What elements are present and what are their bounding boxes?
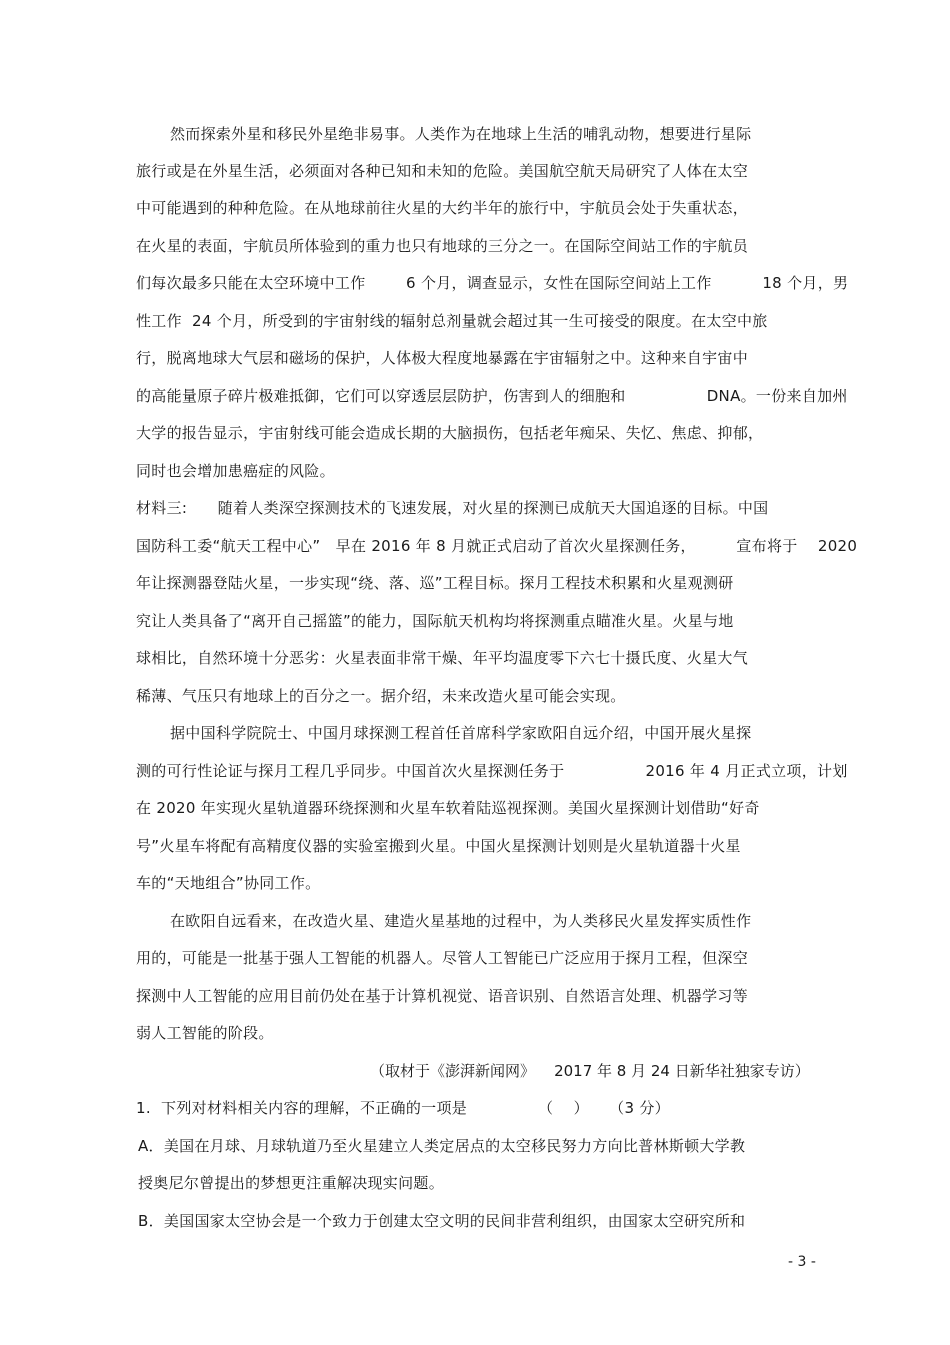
paragraph-line: 球相比，自然环境十分恶劣：火星表面非常干燥、年平均温度零下六七十摄氏度、火星大气 [136,649,749,667]
option-a-line: A．美国在月球、月球轨道乃至火星建立人类定居点的太空移民努力方向比普林斯顿大学教 [138,1137,746,1155]
paragraph-line: 弱人工智能的阶段。 [136,1024,274,1042]
paragraph-line: 测的可行性论证与探月工程几乎同步。中国首次火星探测任务于 2016 年 4 月正式立项，计划 [136,762,848,780]
paragraph-line: 在 2020 年实现火星轨道器环绕探测和火星车软着陆巡视探测。美国火星探测计划借助“好奇 [136,799,760,817]
paragraph-line: 在欧阳自远看来，在改造火星、建造火星基地的过程中，为人类移民火星发挥实质性作 [170,912,752,930]
paragraph-line: 稀薄、气压只有地球上的百分之一。据介绍，未来改造火星可能会实现。 [136,687,626,705]
paragraph-line: 同时也会增加患癌症的风险。 [136,462,335,480]
paragraph-line: 在火星的表面，宇航员所体验到的重力也只有地球的三分之一。在国际空间站工作的宇航员 [136,237,749,255]
paragraph-line: 据中国科学院院士、中国月球探测工程首任首席科学家欧阳自远介绍，中国开展火星探 [170,724,752,742]
paragraph-line: 究让人类具备了“离开自己摇篮”的能力，国际航天机构均将探测重点瞄准火星。火星与地 [136,612,734,630]
paragraph-line: 车的“天地组合”协同工作。 [136,874,321,892]
paragraph-line: 大学的报告显示，宇宙射线可能会造成长期的大脑损伤，包括老年痴呆、失忆、焦虑、抑郁， [136,424,764,442]
page-number: - 3 - [788,1254,816,1270]
paragraph-line: 用的，可能是一批基于强人工智能的机器人。尽管人工智能已广泛应用于探月工程，但深空 [136,949,749,967]
question-stem: 1. 下列对材料相关内容的理解，不正确的一项是 （ ） （3 分） [136,1099,670,1117]
paragraph-line: 中可能遇到的种种危险。在从地球前往火星的大约半年的旅行中，宇航员会处于失重状态， [136,199,749,217]
paragraph-line: 旅行或是在外星生活，必须面对各种已知和未知的危险。美国航空航天局研究了人体在太空 [136,162,749,180]
paragraph-line: 的高能量原子碎片极难抵御，它们可以穿透层层防护，伤害到人的细胞和 DNA。一份来自加州 [136,387,848,405]
paragraph-line: 国防科工委“航天工程中心” 早在 2016 年 8 月就正式启动了首次火星探测任务， 宣布将于 2020 [136,537,858,555]
material-three-heading-line: 材料三: 随着人类深空探测技术的飞速发展，对火星的探测已成航天大国追逐的目标。中国 [136,499,769,517]
paragraph-line: 然而探索外星和移民外星绝非易事。人类作为在地球上生活的哺乳动物，想要进行星际 [170,125,752,143]
paragraph-line: 探测中人工智能的应用目前仍处在基于计算机视觉、语音识别、自然语言处理、机器学习等 [136,987,749,1005]
source-citation: （取材于《澎湃新闻网》 2017 年 8 月 24 日新华社独家专访） [370,1062,810,1080]
paragraph-line: 们每次最多只能在太空环境中工作 6 个月，调查显示，女性在国际空间站上工作 18 个月，男 [136,274,849,292]
option-a-continuation: 授奥尼尔曾提出的梦想更注重解决现实问题。 [138,1174,445,1192]
option-b-line: B．美国国家太空协会是一个致力于创建太空文明的民间非营利组织，由国家太空研究所和 [138,1212,746,1230]
paragraph-line: 号”火星车将配有高精度仪器的实验室搬到火星。中国火星探测计划则是火星轨道器十火星 [136,837,741,855]
paragraph-line: 年让探测器登陆火星，一步实现“绕、落、巡”工程目标。探月工程技术积累和火星观测研 [136,574,734,592]
paragraph-line: 性工作 24 个月，所受到的宇宙射线的辐射总剂量就会超过其一生可接受的限度。在太空中旅 [136,312,768,330]
paragraph-line: 行，脱离地球大气层和磁场的保护，人体极大程度地暴露在宇宙辐射之中。这种来自宇宙中 [136,349,749,367]
